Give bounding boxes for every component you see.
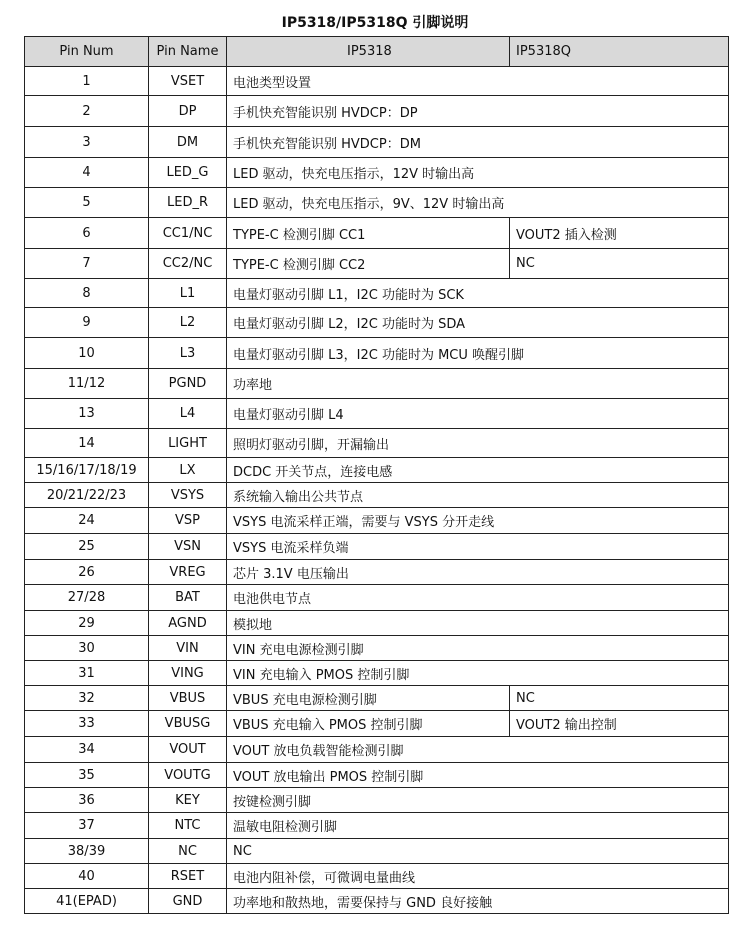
ip5318q-description-cell: VOUT2 插入检测 (510, 218, 729, 249)
ip5318-description-cell: 电量灯驱动引脚 L2，I2C 功能时为 SDA (227, 308, 729, 338)
table-row (25, 369, 729, 399)
pin-num-cell: 24 (25, 508, 149, 534)
pin-name-cell: DP (149, 96, 227, 127)
table-row (25, 636, 729, 661)
table-row (25, 560, 729, 585)
table-body (25, 67, 729, 914)
ip5318-description-cell: VOUT 放电输出 PMOS 控制引脚 (227, 763, 729, 788)
pin-num-cell: 4 (25, 158, 149, 188)
pin-num-cell: 31 (25, 661, 149, 686)
pin-num-cell: 33 (25, 711, 149, 737)
ip5318-description-cell: NC (227, 839, 729, 864)
pin-name-cell: PGND (149, 369, 227, 399)
ip5318-description-cell: VIN 充电输入 PMOS 控制引脚 (227, 661, 729, 686)
pin-name-cell: CC1/NC (149, 218, 227, 249)
ip5318-description-cell: VSYS 电流采样正端，需要与 VSYS 分开走线 (227, 508, 729, 534)
pin-num-cell: 9 (25, 308, 149, 338)
table-row (25, 737, 729, 763)
pin-num-cell: 1 (25, 67, 149, 96)
pin-table (24, 36, 729, 914)
pin-name-cell: L3 (149, 338, 227, 369)
table-row (25, 96, 729, 127)
table-row (25, 839, 729, 864)
table-row (25, 763, 729, 788)
table-row (25, 308, 729, 338)
pin-name-cell: DM (149, 127, 227, 158)
pin-num-cell: 2 (25, 96, 149, 127)
pin-name-cell: AGND (149, 611, 227, 636)
pin-num-cell: 6 (25, 218, 149, 249)
table-row (25, 711, 729, 737)
table-row (25, 661, 729, 686)
ip5318-description-cell: TYPE-C 检测引脚 CC1 (227, 218, 510, 249)
table-row (25, 585, 729, 611)
pin-name-cell: L1 (149, 279, 227, 308)
table-row (25, 188, 729, 218)
document-title: IP5318/IP5318Q 引脚说明 (281, 15, 469, 31)
ip5318-description-cell: 手机快充智能识别 HVDCP：DP (227, 96, 729, 127)
table-row (25, 508, 729, 534)
ip5318-description-cell: VBUS 充电输入 PMOS 控制引脚 (227, 711, 510, 737)
pin-num-cell: 27/28 (25, 585, 149, 611)
table-row (25, 864, 729, 889)
ip5318-description-cell: VSYS 电流采样负端 (227, 534, 729, 560)
ip5318-description-cell: 照明灯驱动引脚，开漏输出 (227, 429, 729, 458)
table-row (25, 611, 729, 636)
pin-name-cell: BAT (149, 585, 227, 611)
pin-num-cell: 8 (25, 279, 149, 308)
pin-name-cell: L2 (149, 308, 227, 338)
pin-num-cell: 10 (25, 338, 149, 369)
pin-name-cell: NC (149, 839, 227, 864)
table-row (25, 813, 729, 839)
table-row (25, 889, 729, 914)
pin-name-cell: GND (149, 889, 227, 914)
ip5318-description-cell: LED 驱动，快充电压指示，9V、12V 时输出高 (227, 188, 729, 218)
pin-name-cell: VBUSG (149, 711, 227, 737)
pin-num-cell: 26 (25, 560, 149, 585)
ip5318-description-cell: 电量灯驱动引脚 L3，I2C 功能时为 MCU 唤醒引脚 (227, 338, 729, 369)
pin-name-cell: NTC (149, 813, 227, 839)
ip5318q-description-cell: VOUT2 输出控制 (510, 711, 729, 737)
table-row (25, 399, 729, 429)
table-row (25, 158, 729, 188)
pin-name-cell: VSP (149, 508, 227, 534)
ip5318-description-cell: 温敏电阻检测引脚 (227, 813, 729, 839)
pin-name-cell: LX (149, 458, 227, 483)
pin-name-cell: VSN (149, 534, 227, 560)
ip5318-description-cell: DCDC 开关节点，连接电感 (227, 458, 729, 483)
table-row (25, 429, 729, 458)
ip5318-description-cell: LED 驱动，快充电压指示，12V 时输出高 (227, 158, 729, 188)
ip5318-description-cell: TYPE-C 检测引脚 CC2 (227, 249, 510, 279)
header-ip5318q: IP5318Q (510, 37, 729, 67)
table-row (25, 338, 729, 369)
ip5318-description-cell: 芯片 3.1V 电压输出 (227, 560, 729, 585)
header-pin-num: Pin Num (25, 37, 149, 67)
pin-num-cell: 15/16/17/18/19 (25, 458, 149, 483)
pin-name-cell: VOUT (149, 737, 227, 763)
table-row (25, 483, 729, 508)
pin-name-cell: VSET (149, 67, 227, 96)
table-row (25, 279, 729, 308)
ip5318-description-cell: 按键检测引脚 (227, 788, 729, 813)
table-row (25, 686, 729, 711)
pin-name-cell: L4 (149, 399, 227, 429)
header-ip5318: IP5318 (227, 37, 510, 67)
pin-num-cell: 38/39 (25, 839, 149, 864)
pin-name-cell: VING (149, 661, 227, 686)
pin-name-cell: VIN (149, 636, 227, 661)
ip5318-description-cell: 手机快充智能识别 HVDCP：DM (227, 127, 729, 158)
ip5318q-description-cell: NC (510, 249, 729, 279)
pin-num-cell: 41(EPAD) (25, 889, 149, 914)
pin-name-cell: VOUTG (149, 763, 227, 788)
ip5318-description-cell: VOUT 放电负载智能检测引脚 (227, 737, 729, 763)
table-row (25, 788, 729, 813)
pin-num-cell: 20/21/22/23 (25, 483, 149, 508)
ip5318q-description-cell: NC (510, 686, 729, 711)
pin-num-cell: 30 (25, 636, 149, 661)
table-row (25, 534, 729, 560)
pin-name-cell: KEY (149, 788, 227, 813)
pin-num-cell: 25 (25, 534, 149, 560)
pin-num-cell: 11/12 (25, 369, 149, 399)
ip5318-description-cell: 电池供电节点 (227, 585, 729, 611)
table-row (25, 249, 729, 279)
pin-num-cell: 5 (25, 188, 149, 218)
table-row (25, 67, 729, 96)
pin-name-cell: LIGHT (149, 429, 227, 458)
pin-num-cell: 34 (25, 737, 149, 763)
ip5318-description-cell: 电量灯驱动引脚 L4 (227, 399, 729, 429)
pin-name-cell: CC2/NC (149, 249, 227, 279)
pin-name-cell: VSYS (149, 483, 227, 508)
pin-num-cell: 3 (25, 127, 149, 158)
ip5318-description-cell: 电池内阻补偿，可微调电量曲线 (227, 864, 729, 889)
ip5318-description-cell: 系统输入输出公共节点 (227, 483, 729, 508)
header-pin-name: Pin Name (149, 37, 227, 67)
pin-num-cell: 14 (25, 429, 149, 458)
pin-num-cell: 36 (25, 788, 149, 813)
pin-name-cell: RSET (149, 864, 227, 889)
pin-num-cell: 29 (25, 611, 149, 636)
table-row (25, 458, 729, 483)
table-row (25, 127, 729, 158)
pin-num-cell: 37 (25, 813, 149, 839)
pin-name-cell: LED_R (149, 188, 227, 218)
ip5318-description-cell: 功率地和散热地，需要保持与 GND 良好接触 (227, 889, 729, 914)
ip5318-description-cell: 电池类型设置 (227, 67, 729, 96)
ip5318-description-cell: 模拟地 (227, 611, 729, 636)
pin-name-cell: VBUS (149, 686, 227, 711)
pin-num-cell: 32 (25, 686, 149, 711)
table-header-row (25, 37, 729, 67)
pin-num-cell: 7 (25, 249, 149, 279)
pin-name-cell: VREG (149, 560, 227, 585)
table-row (25, 218, 729, 249)
ip5318-description-cell: 功率地 (227, 369, 729, 399)
pin-num-cell: 40 (25, 864, 149, 889)
ip5318-description-cell: VBUS 充电电源检测引脚 (227, 686, 510, 711)
ip5318-description-cell: 电量灯驱动引脚 L1，I2C 功能时为 SCK (227, 279, 729, 308)
ip5318-description-cell: VIN 充电电源检测引脚 (227, 636, 729, 661)
pin-num-cell: 35 (25, 763, 149, 788)
pin-num-cell: 13 (25, 399, 149, 429)
pin-name-cell: LED_G (149, 158, 227, 188)
